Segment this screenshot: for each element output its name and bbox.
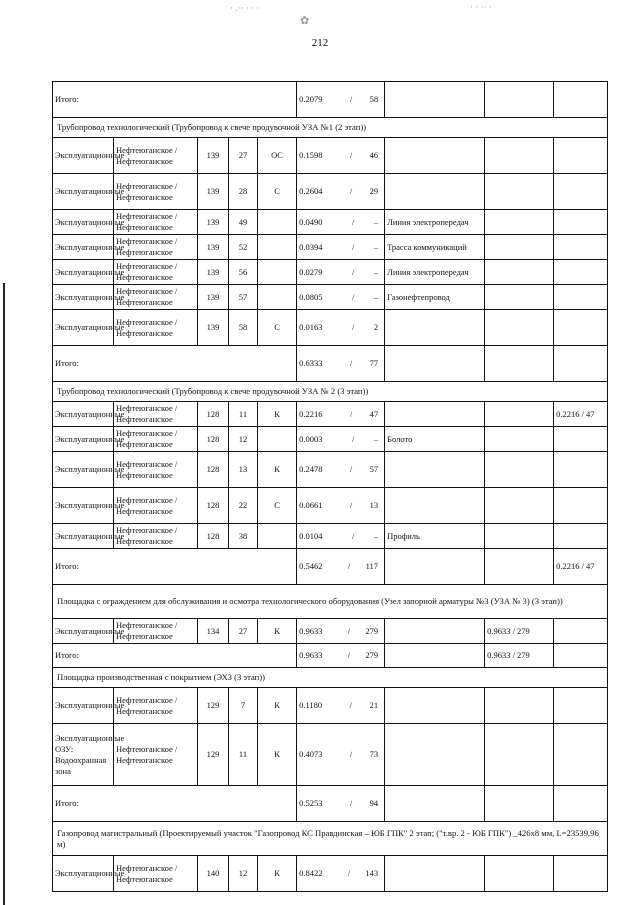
- count-value: –: [373, 433, 379, 444]
- section-title: Трубопровод технологический (Трубопровод к свече продувочной УЗА № 2 (3 этап)): [53, 382, 608, 402]
- col9-cell: [554, 260, 608, 285]
- owner-cell: Нефтеюганское / Нефтеюганское: [114, 524, 198, 549]
- category-cell: С: [258, 174, 297, 210]
- table-row: [53, 310, 608, 346]
- land-use-cell: Эксплуатационные: [53, 488, 114, 524]
- separator-slash: /: [351, 216, 355, 227]
- plot-cell: 52: [229, 235, 258, 260]
- category-cell: К: [258, 856, 297, 892]
- area-count-cell: [297, 235, 385, 260]
- area-count-cell: [297, 210, 385, 235]
- category-cell: С: [258, 488, 297, 524]
- separator-slash: /: [349, 186, 353, 196]
- owner-cell: Нефтеюганское / Нефтеюганское: [114, 235, 198, 260]
- note-cell: [385, 724, 485, 786]
- col9-cell: [554, 210, 608, 235]
- plot-cell: 12: [229, 856, 258, 892]
- land-use-cell: Эксплуатационные: [53, 688, 114, 724]
- count-value: 143: [365, 868, 379, 878]
- table-row: [53, 260, 608, 285]
- owner-cell: Нефтеюганское / Нефтеюганское: [114, 619, 198, 644]
- col8-cell: 0.9633 / 279: [485, 619, 554, 644]
- separator-slash: /: [351, 291, 355, 302]
- section-header-row: [53, 118, 608, 138]
- col8-cell: [485, 724, 554, 786]
- area-count-cell: [297, 488, 385, 524]
- area-count-cell: [297, 285, 385, 310]
- owner-cell: Нефтеюганское / Нефтеюганское: [114, 260, 198, 285]
- category-cell: К: [258, 724, 297, 786]
- count-value: 13: [369, 500, 379, 510]
- separator-slash: /: [349, 500, 353, 510]
- area-value: 0.2079: [299, 94, 323, 104]
- area-count-cell: [297, 346, 385, 382]
- separator-slash: /: [351, 530, 355, 541]
- category-cell: К: [258, 619, 297, 644]
- count-value: 73: [369, 749, 379, 759]
- count-value: –: [373, 216, 379, 227]
- note-cell: [385, 856, 485, 892]
- note-cell: [385, 549, 485, 585]
- quarter-cell: 129: [198, 724, 229, 786]
- note-cell: Профиль: [385, 524, 485, 549]
- count-value: 57: [369, 464, 379, 474]
- separator-slash: /: [347, 650, 351, 660]
- separator-slash: /: [349, 749, 353, 759]
- note-cell: [385, 688, 485, 724]
- total-label: Итого:: [53, 549, 297, 585]
- separator-slash: /: [351, 433, 355, 444]
- land-use-cell: Эксплуатационные: [53, 285, 114, 310]
- area-value: 0.2216: [299, 408, 323, 419]
- count-value: –: [373, 291, 379, 302]
- table-row: [53, 452, 608, 488]
- quarter-cell: 128: [198, 427, 229, 452]
- table-row: [53, 688, 608, 724]
- quarter-cell: 128: [198, 488, 229, 524]
- land-use-cell: Эксплуатационные: [53, 138, 114, 174]
- col9-cell: [554, 138, 608, 174]
- table-row: [53, 619, 608, 644]
- col8-cell: [485, 260, 554, 285]
- owner-cell: Нефтеюганское / Нефтеюганское: [114, 452, 198, 488]
- col8-cell: [485, 688, 554, 724]
- col8-cell: [485, 174, 554, 210]
- total-row: [53, 82, 608, 118]
- count-value: –: [373, 530, 379, 541]
- category-cell: [258, 285, 297, 310]
- category-cell: [258, 210, 297, 235]
- note-cell: [385, 82, 485, 118]
- category-cell: ОС: [258, 138, 297, 174]
- land-use-cell: Эксплуатационные: [53, 402, 114, 427]
- owner-cell: Нефтеюганское / Нефтеюганское: [114, 427, 198, 452]
- quarter-cell: 128: [198, 402, 229, 427]
- quarter-cell: 128: [198, 524, 229, 549]
- note-cell: [385, 346, 485, 382]
- note-cell: [385, 488, 485, 524]
- col8-cell: [485, 285, 554, 310]
- note-cell: Газонефтепровод: [385, 285, 485, 310]
- separator-slash: /: [349, 150, 353, 160]
- col9-cell: [554, 724, 608, 786]
- area-value: 0.6333: [299, 358, 323, 368]
- separator-slash: /: [347, 561, 351, 571]
- separator-slash: /: [351, 241, 355, 252]
- owner-cell: Нефтеюганское / Нефтеюганское: [114, 688, 198, 724]
- count-value: 77: [369, 358, 379, 368]
- table-row: [53, 210, 608, 235]
- plot-cell: 13: [229, 452, 258, 488]
- section-header-row: [53, 668, 608, 688]
- area-value: 0.4073: [299, 749, 323, 759]
- section-header-row: [53, 585, 608, 619]
- area-count-cell: [297, 402, 385, 427]
- area-count-cell: [297, 310, 385, 346]
- count-value: –: [373, 241, 379, 252]
- section-header-row: [53, 382, 608, 402]
- area-count-cell: [297, 688, 385, 724]
- col8-cell: [554, 82, 608, 118]
- note-cell: [385, 452, 485, 488]
- count-value: 94: [369, 798, 379, 808]
- section-title: Площадка производственная с покрытием (ЭХЗ (3 этап)): [53, 668, 608, 688]
- area-value: 0.2478: [299, 464, 323, 474]
- plot-cell: 27: [229, 138, 258, 174]
- section-header-row: [53, 822, 608, 856]
- area-value: 0.0661: [299, 500, 323, 510]
- table-row: [53, 856, 608, 892]
- land-use-cell: Эксплуатационные: [53, 524, 114, 549]
- category-cell: [258, 427, 297, 452]
- col8-cell: 0.2216 / 47: [554, 549, 608, 585]
- owner-cell: Нефтеюганское / Нефтеюганское: [114, 310, 198, 346]
- plot-cell: 11: [229, 402, 258, 427]
- note-cell: [385, 619, 485, 644]
- scan-artifact: · .·· · · ·: [230, 3, 260, 13]
- area-value: 0.0394: [299, 241, 323, 252]
- col7-cell: [485, 549, 554, 585]
- area-value: 0.5253: [299, 798, 323, 808]
- area-count-cell: [297, 82, 385, 118]
- col7-cell: [485, 82, 554, 118]
- quarter-cell: 139: [198, 310, 229, 346]
- table-row: [53, 427, 608, 452]
- area-count-cell: [297, 174, 385, 210]
- plot-cell: 27: [229, 619, 258, 644]
- col9-cell: [554, 235, 608, 260]
- col8-cell: [554, 644, 608, 668]
- area-count-cell: [297, 856, 385, 892]
- area-count-cell: [297, 260, 385, 285]
- area-count-cell: [297, 452, 385, 488]
- note-cell: Линия электропередач: [385, 210, 485, 235]
- area-value: 0.2604: [299, 186, 323, 196]
- table-row: [53, 402, 608, 427]
- area-count-cell: [297, 619, 385, 644]
- col9-cell: [554, 619, 608, 644]
- land-use-cell: Эксплуатационные: [53, 856, 114, 892]
- separator-slash: /: [351, 322, 355, 332]
- total-row: [53, 549, 608, 585]
- count-value: 279: [365, 650, 379, 660]
- section-title: Площадка с ограждением для обслуживания и осмотра технологического оборудования (Узел запорной арматуры №3 (УЗА № 3) (3 этап)): [53, 585, 608, 619]
- quarter-cell: 140: [198, 856, 229, 892]
- col9-cell: 0.2216 / 47: [554, 402, 608, 427]
- separator-slash: /: [351, 266, 355, 277]
- owner-cell: Нефтеюганское / Нефтеюганское: [114, 174, 198, 210]
- area-value: 0.0163: [299, 322, 323, 332]
- land-use-cell: Эксплуатационные ОЗУ: Водоохранная зона: [53, 724, 114, 786]
- owner-cell: Нефтеюганское / Нефтеюганское: [114, 856, 198, 892]
- quarter-cell: 139: [198, 260, 229, 285]
- plot-cell: 38: [229, 524, 258, 549]
- area-value: 0.0805: [299, 291, 323, 302]
- total-label: Итого:: [53, 644, 297, 668]
- total-label: Итого:: [53, 786, 297, 822]
- separator-slash: /: [349, 94, 353, 104]
- count-value: 117: [365, 561, 379, 571]
- area-value: 0.1180: [299, 700, 323, 710]
- total-row: [53, 644, 608, 668]
- quarter-cell: 139: [198, 235, 229, 260]
- owner-cell: Нефтеюганское / Нефтеюганское: [114, 210, 198, 235]
- plot-cell: 22: [229, 488, 258, 524]
- land-use-cell: Эксплуатационные: [53, 310, 114, 346]
- quarter-cell: 139: [198, 285, 229, 310]
- land-use-cell: Эксплуатационные: [53, 260, 114, 285]
- table-row: [53, 174, 608, 210]
- count-value: 2: [373, 322, 379, 332]
- note-cell: Болото: [385, 427, 485, 452]
- table-row: [53, 138, 608, 174]
- count-value: 46: [369, 150, 379, 160]
- separator-slash: /: [347, 625, 351, 636]
- separator-slash: /: [349, 798, 353, 808]
- scan-artifact: · · ·· ·: [470, 2, 492, 12]
- col7-cell: [485, 346, 554, 382]
- plot-cell: 57: [229, 285, 258, 310]
- category-cell: К: [258, 688, 297, 724]
- land-plots-table: [52, 81, 608, 892]
- note-cell: Линия электропередач: [385, 260, 485, 285]
- area-value: 0.5462: [299, 561, 323, 571]
- land-use-cell: Эксплуатационные: [53, 210, 114, 235]
- plot-cell: 28: [229, 174, 258, 210]
- page-number: 212: [311, 37, 329, 49]
- separator-slash: /: [349, 408, 353, 419]
- area-count-cell: [297, 138, 385, 174]
- section-title: Газопровод магистральный (Проектируемый участок "Газопровод КС Правдинская – ЮБ ГПК" 2 этап; ("т.вр. 2 - ЮБ ГПК") _426х8 мм, L=23539,96 м): [53, 822, 608, 856]
- area-count-cell: [297, 644, 385, 668]
- col8-cell: [485, 856, 554, 892]
- category-cell: К: [258, 452, 297, 488]
- note-cell: [385, 174, 485, 210]
- land-use-cell: Эксплуатационные: [53, 619, 114, 644]
- owner-cell: Нефтеюганское / Нефтеюганское: [114, 138, 198, 174]
- count-value: 21: [369, 700, 379, 710]
- category-cell: [258, 235, 297, 260]
- note-cell: [385, 310, 485, 346]
- col8-cell: [485, 310, 554, 346]
- separator-slash: /: [349, 464, 353, 474]
- col8-cell: [485, 452, 554, 488]
- category-cell: С: [258, 310, 297, 346]
- total-row: [53, 346, 608, 382]
- col8-cell: [485, 210, 554, 235]
- quarter-cell: 139: [198, 138, 229, 174]
- note-cell: [385, 402, 485, 427]
- col9-cell: [554, 524, 608, 549]
- land-use-cell: Эксплуатационные: [53, 235, 114, 260]
- area-count-cell: [297, 786, 385, 822]
- area-value: 0.9633: [299, 625, 323, 636]
- col8-cell: [485, 402, 554, 427]
- scan-artifact: ✿: [300, 15, 310, 27]
- owner-cell: Нефтеюганское / Нефтеюганское: [114, 724, 198, 786]
- total-label: Итого:: [53, 346, 297, 382]
- quarter-cell: 129: [198, 688, 229, 724]
- count-value: 29: [369, 186, 379, 196]
- col7-cell: [485, 786, 554, 822]
- note-cell: [385, 786, 485, 822]
- owner-cell: Нефтеюганское / Нефтеюганское: [114, 285, 198, 310]
- section-title: Трубопровод технологический (Трубопровод к свече продувочной УЗА №1 (2 этап)): [53, 118, 608, 138]
- area-count-cell: [297, 524, 385, 549]
- area-value: 0.0104: [299, 530, 323, 541]
- col8-cell: [485, 138, 554, 174]
- col8-cell: [554, 346, 608, 382]
- col8-cell: [554, 786, 608, 822]
- col9-cell: [554, 452, 608, 488]
- count-value: 279: [365, 625, 379, 636]
- area-value: 0.8422: [299, 868, 323, 878]
- plot-cell: 7: [229, 688, 258, 724]
- category-cell: [258, 524, 297, 549]
- quarter-cell: 139: [198, 174, 229, 210]
- category-cell: К: [258, 402, 297, 427]
- plot-cell: 49: [229, 210, 258, 235]
- note-cell: [385, 644, 485, 668]
- table-row: [53, 285, 608, 310]
- area-value: 0.1598: [299, 150, 323, 160]
- quarter-cell: 128: [198, 452, 229, 488]
- col9-cell: [554, 427, 608, 452]
- area-count-cell: [297, 427, 385, 452]
- col9-cell: [554, 688, 608, 724]
- binding-edge: [3, 283, 5, 905]
- note-cell: [385, 138, 485, 174]
- table-row: [53, 724, 608, 786]
- col8-cell: [485, 524, 554, 549]
- col9-cell: [554, 856, 608, 892]
- col8-cell: [485, 235, 554, 260]
- separator-slash: /: [347, 868, 351, 878]
- table-row: [53, 235, 608, 260]
- separator-slash: /: [349, 358, 353, 368]
- quarter-cell: 139: [198, 210, 229, 235]
- area-count-cell: [297, 549, 385, 585]
- col9-cell: [554, 310, 608, 346]
- col7-cell: 0.9633 / 279: [485, 644, 554, 668]
- area-value: 0.0490: [299, 216, 323, 227]
- area-value: 0.0003: [299, 433, 323, 444]
- plot-cell: 56: [229, 260, 258, 285]
- owner-cell: Нефтеюганское / Нефтеюганское: [114, 488, 198, 524]
- plot-cell: 58: [229, 310, 258, 346]
- total-row: [53, 786, 608, 822]
- count-value: 47: [369, 408, 379, 419]
- col8-cell: [485, 427, 554, 452]
- owner-cell: Нефтеюганское / Нефтеюганское: [114, 402, 198, 427]
- land-use-cell: Эксплуатационные: [53, 427, 114, 452]
- count-value: –: [373, 266, 379, 277]
- land-use-cell: Эксплуатационные: [53, 452, 114, 488]
- separator-slash: /: [349, 700, 353, 710]
- col8-cell: [485, 488, 554, 524]
- quarter-cell: 134: [198, 619, 229, 644]
- col9-cell: [554, 285, 608, 310]
- area-value: 0.9633: [299, 650, 323, 660]
- category-cell: [258, 260, 297, 285]
- table-row: [53, 524, 608, 549]
- area-value: 0.0279: [299, 266, 323, 277]
- col9-cell: [554, 488, 608, 524]
- col9-cell: [554, 174, 608, 210]
- total-label: Итого:: [53, 82, 297, 118]
- plot-cell: 11: [229, 724, 258, 786]
- table-row: [53, 488, 608, 524]
- plot-cell: 12: [229, 427, 258, 452]
- land-use-cell: Эксплуатационные: [53, 174, 114, 210]
- note-cell: Трасса коммуникаций: [385, 235, 485, 260]
- count-value: 58: [369, 94, 379, 104]
- area-count-cell: [297, 724, 385, 786]
